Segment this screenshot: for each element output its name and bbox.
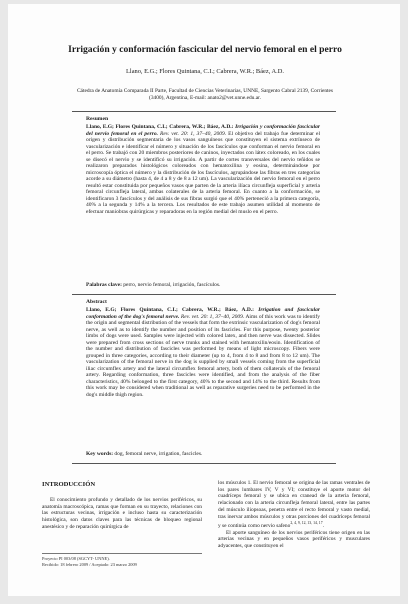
footnote — [42, 553, 202, 567]
palabras-label: Palabras clave: — [86, 282, 122, 288]
abstract-ref: Rev. vet. 20: 1, 37–40, 2009. — [180, 313, 245, 320]
intro-left-text: El conocimiento profundo y detallado de los nervios periféricos, su anatomía macroscópica, ramas que forman en su trayecto, relaciones con las estructuras vecinas, irrigación e incluso hasta su caracterización histológica, son datos claves para las técnicas de bloqueo regional anestésico y de reparación quirúrgica de — [42, 497, 202, 530]
footnote-dates: Recibido: 18 febrero 2009 / Aceptado: 23 marzo 2009 — [42, 561, 137, 567]
resumen-title: Irrigación y conformación fascicular del nervio femoral en el perro. — [86, 124, 321, 137]
intro-right-p2: El aporte sanguíneo de los nervios periféricos tiene origen en las arterias vecinas y en pequeños vasos periféricos y musculares adyacentes, que constituyen el — [218, 529, 370, 550]
intro-heading: INTRODUCCIÓN — [42, 481, 96, 488]
abstract-heading: Abstract — [86, 299, 107, 305]
resumen-divider — [72, 294, 336, 295]
resumen-lead: Llano, E.G; Flores Quintana, C.I.; Cabrera, W.R.; Báez, A.D.: — [86, 124, 234, 130]
footnote-project: Proyecto PI 003/08 (SGCYT- UNNE). — [42, 556, 110, 561]
header-divider — [72, 111, 336, 112]
key-words — [86, 451, 320, 458]
citation-superscript: 2, 4, 9, 12, 13, 14, 17 — [290, 521, 323, 526]
abstract-text: Aims of this work was to identify the origin and segmental distribution of the vessels that form the extrinsic vascularization of dog's femoral nerve, as well as to identify the number and position of its fascicles. For this purpose, twenty posterior limbs of dogs were used. Samples were injected with colored latex, and then nerve was dissected. Slides were prepared from cross sections of nerve trunks and stained with hematoxilin/eosin. Identification of the number and distribution of fascicles was performed by means of light microscopy. Fibers were grouped in three categories, according to their diameter (up to 4, from 4 to 8 and from 8 to 12 um). The vascularization of the femoral nerve in the dog is supplied by small vessels coming from the superficial iliac circumflex artery and the lateral circumflex femoral artery, both of them collaterals of the femoral artery. Regarding conformation, three fascicles were identified, and from the analysis of the fiber characteristics, 40% belonged to the first category, 40% to the second and 14% to the third. Results from this work may be considered when traditional as well as reparative surgeries need to be performed in the dog's middle thigh region. — [86, 313, 321, 398]
paper-authors: Llano, E.G.; Flores Quintana, C.I.; Cabrera, W.R.; Báez, A.D. — [126, 68, 284, 75]
abstract-body — [86, 307, 320, 398]
resumen-ref: Rev. vet. 20: 1, 37–40, 2009. — [160, 130, 227, 137]
palabras-clave — [86, 282, 320, 289]
intro-right-column: los músculos 1. El nervio femoral se origina de las ramas ventrales de los pares lumbares IV, V y VI; constituye el aporte motor del cuadríceps femoral y se ubica en cranead de la arteria femoral, relacionado con la arteria circunfleja femoral lateral, entre las partes del músculo iliopsoas, penetra entre el recto femoral y vasto medial, tras inervar ambos músculos y otras porciones del cuadríceps femoral y se continúa como nervio safeno$^{2, 4, 9, 12, 13, 14, 17}$. El aporte sanguíneo de los nervios periféricos tiene origen en las arterias vecinas y en pequeños vasos periféricos y musculares adyacentes, que constituyen el — [218, 480, 370, 550]
abstract-lead: Llano, E.G; Flores Quintana, C.I.; Cabrera, W.R.; Báez, A.D.: — [86, 307, 255, 313]
paper-page — [8, 4, 400, 596]
keywords-text: dog, femoral nerve, irrigation, fascicles. — [114, 451, 203, 457]
abstract-divider — [72, 463, 336, 464]
resumen-body — [86, 124, 320, 215]
resumen-text: El objetivo del trabajo fue determinar el origen y distribución segmentaria de los vasos sanguíneos que constituyen el sistema extrínseco de vascularización e identificar el número y situación de los fascículos que conforman el nervio femoral en el perro. Se trabajó con 20 miembros posteriores de caninos, inyectados con látex coloreado, en los cuales se disecó el nervio y se identificó su irrigación. A partir de cortes transversales del nervio teñidos se realizaron preparados histológicos coloreados con hematoxilina y eosina, determinándose por microscopía óptica el número y la distribución de los fascículos, agrupándose las fibras en tres categorías acorde a su diámetro (hasta 4, de 4 a 8 y de 8 a 12 um). La vascularización del nervio femoral en el perro resultó estar constituida por pequeños vasos que parten de la arteria ilíaca circunfleja superficial y arteria femoral circunfleja lateral, ambas colaterales de la arteria femoral. En cuanto a la conformación, se identificaron 3 fascículos y del análisis de sus fibras surgió que el 40% perteneció a la primera categoría, 40% a la segunda y 14% a la tercera. Los resultados de este trabajo asumen utilidad al momento de efectuar maniobras quirúrgicas y reparadoras en la región medial del muslo en el perro. — [86, 130, 321, 215]
palabras-text: perro, nervio femoral, irrigación, fascículos. — [123, 282, 221, 288]
intro-right-p1: los músculos 1. El nervio femoral se origina de las ramas ventrales de los pares lumbares IV, V y VI; constituye el aporte motor del cuadríceps femoral y se ubica en cranead de la arteria femoral, relacionado con la arteria circunfleja femoral lateral, entre las partes del músculo iliopsoas, penetra entre el recto femoral y vasto medial, tras inervar ambos músculos y otras porciones del cuadríceps femoral y se continúa como nervio safeno — [218, 480, 370, 530]
intro-left-column — [42, 497, 202, 531]
keywords-label: Key words: — [86, 451, 114, 457]
resumen-heading: Resumen — [86, 116, 109, 122]
paper-affiliation: Cátedra de Anatomía Comparada II Parte, Facultad de Ciencias Veterinarias, UNNE, Sargento Cabral 2139, Corrientes (3400), Argentina, E-mail: anato2@vet.unne.edu.ar. — [76, 88, 334, 101]
paper-title: Irrigación y conformación fascicular del nervio femoral en el perro — [68, 44, 342, 55]
abstract-title: Irrigation and fascicular conformation of the dog's femoral nerve. — [86, 307, 320, 320]
